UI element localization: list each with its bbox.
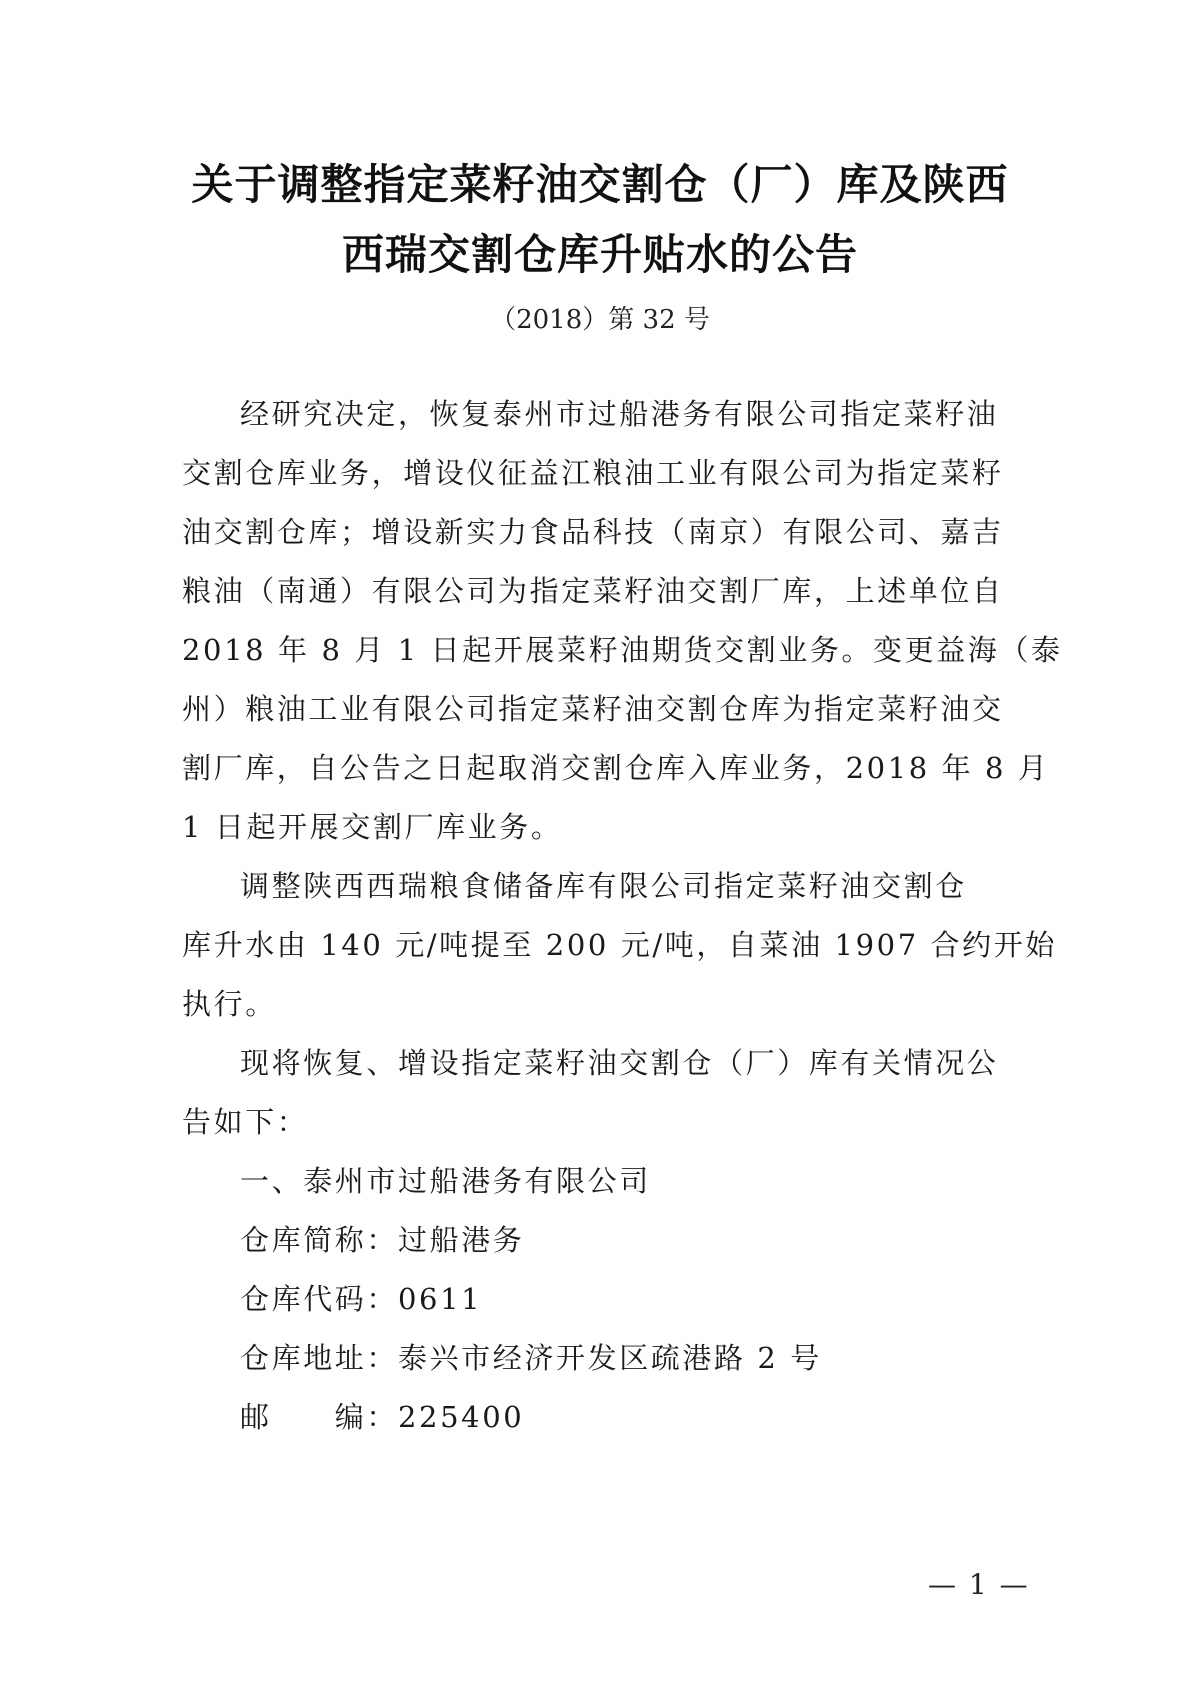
paragraph-3-line-2: 告如下： [182, 1105, 309, 1139]
paragraph-2-line-3: 执行。 [182, 987, 277, 1021]
paragraph-3-line-1: 现将恢复、增设指定菜籽油交割仓（厂）库有关情况公 [240, 1046, 999, 1080]
document-title-line-2: 西瑞交割仓库升贴水的公告 [341, 230, 858, 279]
section-heading-1: 一、泰州市过船港务有限公司 [240, 1164, 651, 1198]
warehouse-code: 仓库代码：0611 [240, 1282, 483, 1316]
paragraph-1-line-6: 州）粮油工业有限公司指定菜籽油交割仓库为指定菜籽油交 [182, 692, 1004, 726]
paragraph-1-line-4: 粮油（南通）有限公司为指定菜籽油交割厂库，上述单位自 [182, 574, 1004, 608]
document-title-line-1: 关于调整指定菜籽油交割仓（厂）库及陕西 [191, 160, 1009, 209]
paragraph-1-line-3: 油交割仓库；增设新实力食品科技（南京）有限公司、嘉吉 [182, 515, 1004, 549]
paragraph-1-line-1: 经研究决定，恢复泰州市过船港务有限公司指定菜籽油 [240, 397, 999, 431]
paragraph-1-line-2: 交割仓库业务，增设仪征益江粮油工业有限公司为指定菜籽 [182, 456, 1004, 490]
warehouse-postcode: 邮 编：225400 [240, 1400, 525, 1434]
paragraph-1-line-7: 割厂库，自公告之日起取消交割仓库入库业务，2018 年 8 月 [182, 751, 1050, 785]
page-number: — 1 — [928, 1568, 1030, 1601]
paragraph-1-line-8: 1 日起开展交割厂库业务。 [182, 810, 563, 844]
document-number: （2018）第 32 号 [490, 305, 710, 335]
paragraph-2-line-2: 库升水由 140 元/吨提至 200 元/吨，自菜油 1907 合约开始 [182, 928, 1057, 962]
paragraph-2-line-1: 调整陕西西瑞粮食储备库有限公司指定菜籽油交割仓 [240, 869, 967, 903]
warehouse-address: 仓库地址：泰兴市经济开发区疏港路 2 号 [240, 1341, 822, 1375]
paragraph-1-line-5: 2018 年 8 月 1 日起开展菜籽油期货交割业务。变更益海（泰 [182, 633, 1063, 667]
warehouse-short-name: 仓库简称：过船港务 [240, 1223, 525, 1257]
